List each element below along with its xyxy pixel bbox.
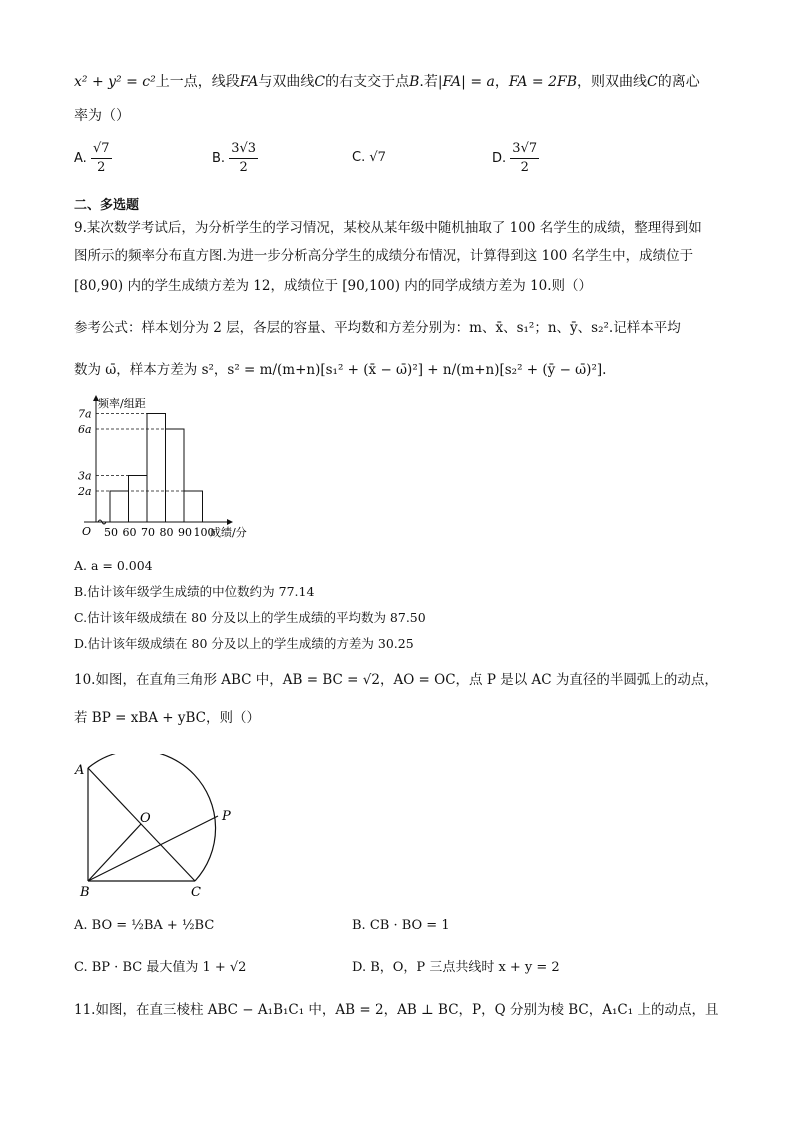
q8-option-d-fraction: $\frac{3√7}{2}$	[512, 141, 538, 175]
q10-option-a: A. BO = ½BA + ½BC	[74, 918, 215, 933]
q10-line1: 10.如图，在直角三角形 ABC 中，AB = BC = √2，AO = OC，点 P 是以 AC 为直径的半圆弧上的动点，	[74, 672, 718, 688]
x-tick-label: 100	[193, 526, 215, 539]
section-heading: 二、多选题	[74, 198, 140, 213]
frequency-histogram	[74, 392, 274, 544]
q11-line1: 11.如图，在直三棱柱 ABC − A₁B₁C₁ 中，AB = 2，AB ⊥ BC，P，Q 分别为棱 BC，A₁C₁ 上的动点，且	[74, 1002, 719, 1018]
histogram-bar	[184, 491, 203, 522]
histogram-bar	[166, 429, 185, 522]
segment-BP	[88, 816, 218, 881]
q8-line1: x² + y² = c²上一点，线段FA与双曲线C的右支交于点B.若|FA| = a，FA = 2FB，则双曲线C的离心	[74, 74, 700, 90]
histogram-bar	[147, 414, 166, 523]
q8-option-b-fraction: $\frac{3√3}{2}$	[231, 141, 257, 175]
y-tick-label: 3a	[78, 469, 92, 483]
q10-line2: 若 BP = xBA + yBC，则（）	[74, 710, 260, 726]
x-tick-label: 60	[122, 526, 137, 539]
origin-label: O	[82, 525, 92, 538]
y-tick-label: 2a	[78, 485, 92, 498]
y-tick-label: 6a	[78, 423, 92, 436]
q8-option-a-fraction: $\frac{√7}{2}$	[92, 141, 110, 175]
segment-BO	[88, 824, 141, 881]
x-tick-label: 70	[141, 526, 155, 539]
q9-option-c: C.估计该年级成绩在 80 分及以上的学生成绩的平均数为 87.50	[74, 610, 426, 625]
q9-line3: [80,90) 内的学生成绩方差为 12，成绩位于 [90,100) 内的同学成绩方差为 10.则（）	[74, 278, 593, 294]
x-tick-label: 50	[104, 526, 118, 539]
label-A: A	[75, 763, 85, 778]
x-tick-label: 80	[159, 526, 174, 539]
histogram-bar	[129, 476, 148, 523]
histogram-bar	[110, 491, 129, 522]
triangle-semicircle-diagram	[74, 754, 244, 902]
label-P: P	[222, 809, 231, 824]
q8-option-c: C. √7	[352, 150, 386, 165]
q10-option-b: B. CB · BO = 1	[352, 918, 450, 933]
x-axis-label: 成绩/分	[210, 526, 247, 539]
q9-option-b: B.估计该年级学生成绩的中位数约为 77.14	[74, 584, 315, 599]
semicircle-arc	[88, 754, 216, 881]
q9-option-a: A. a = 0.004	[74, 558, 153, 573]
y-tick-label: 7a	[78, 407, 92, 421]
label-B: B	[80, 885, 90, 900]
q9-line4: 参考公式：样本划分为 2 层，各层的容量、平均数和方差分别为：m、x̄、s₁²；n、ȳ、s₂².记样本平均	[74, 320, 681, 336]
q9-option-d: D.估计该年级成绩在 80 分及以上的学生成绩的方差为 30.25	[74, 636, 414, 651]
q10-option-c: C. BP · BC 最大值为 1 + √2	[74, 960, 247, 975]
q8-option-b: B. $\frac{3√3}{2}$	[212, 141, 257, 175]
label-C: C	[191, 885, 201, 900]
q9-line1: 9.某次数学考试后，为分析学生的学习情况，某校从某年级中随机抽取了 100 名学生的成绩，整理得到如	[74, 220, 702, 236]
label-O: O	[140, 811, 151, 826]
q10-option-d: D. B，O，P 三点共线时 x + y = 2	[352, 960, 560, 975]
q8-line2: 率为（）	[74, 108, 130, 124]
y-axis-label: 频率/组距	[98, 397, 146, 410]
q9-line5: 数为 ω̄，样本方差为 s²，s² = m/(m+n)[s₁² + (x̄ − ω̄)²] + n/(m+n)[s₂² + (ȳ − ω̄)²].	[74, 362, 607, 378]
q9-line2: 图所示的频率分布直方图.为进一步分析高分学生的成绩分布情况，计算得到这 100 名学生中，成绩位于	[74, 248, 694, 264]
q8-option-a: A. $\frac{√7}{2}$	[74, 141, 110, 175]
q8-option-d: D. $\frac{3√7}{2}$	[492, 141, 538, 175]
x-tick-label: 90	[178, 526, 192, 539]
